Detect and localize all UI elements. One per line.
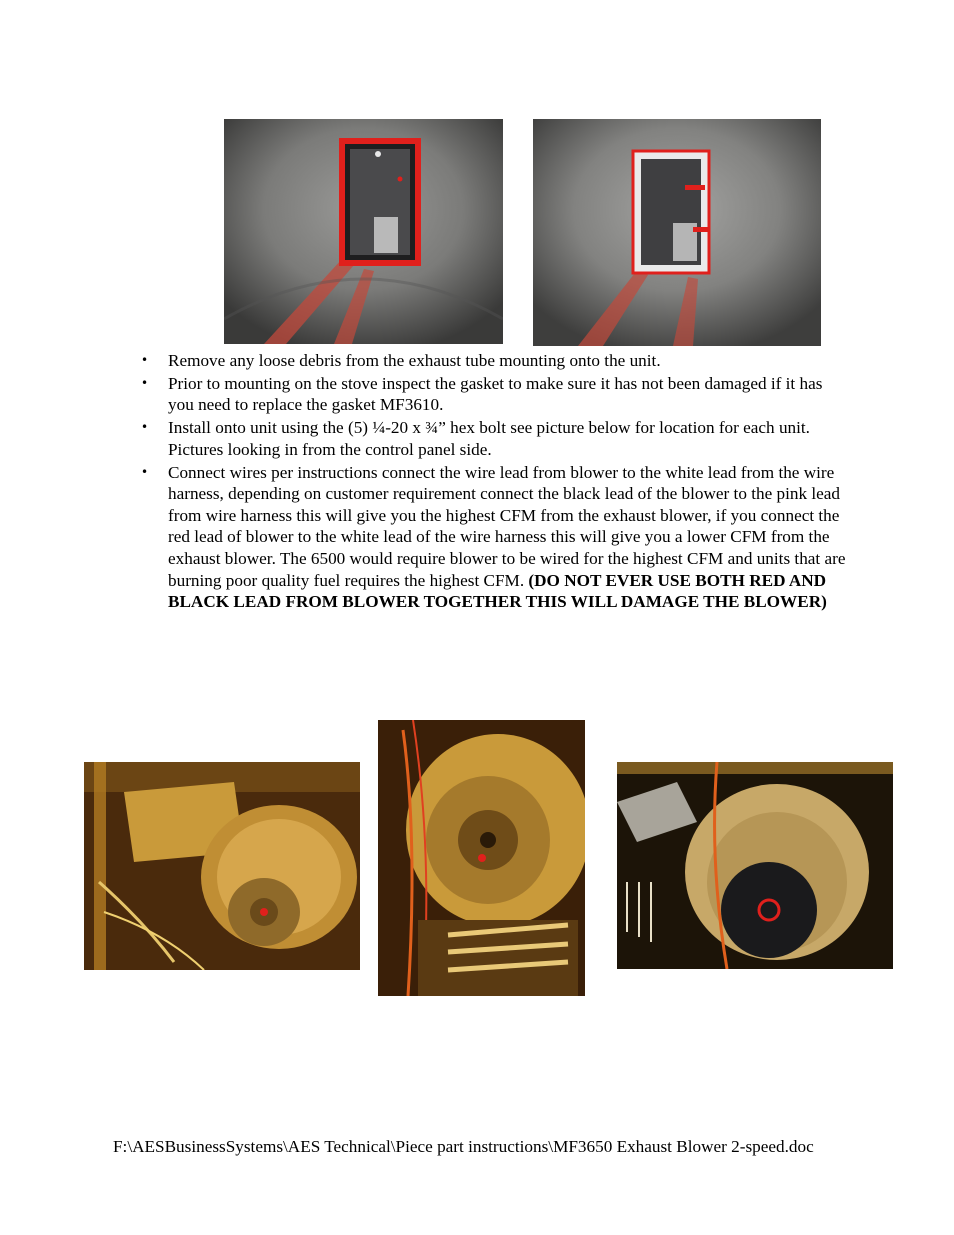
- exhaust-blower-photo-icon: [84, 762, 360, 970]
- instruction-item: [138, 417, 848, 460]
- exhaust-tube-photo-icon: [224, 119, 503, 344]
- exhaust-tube-photo-icon: [533, 119, 821, 346]
- exhaust-blower-photo-icon: [378, 720, 585, 996]
- exhaust-blower-photo-2: [378, 720, 585, 996]
- instruction-item: [138, 350, 848, 372]
- instruction-text: Remove any loose debris from the exhaust tube mounting onto the unit.: [168, 351, 661, 370]
- footer-file-path: F:\AESBusinessSystems\AES Technical\Piece part instructions\MF3650 Exhaust Blower 2-speed.doc: [113, 1137, 814, 1156]
- instruction-text: Prior to mounting on the stove inspect the gasket to make sure it has not been damaged if it has you need to replace the gasket MF3610.: [168, 373, 823, 415]
- instruction-list: [138, 350, 848, 614]
- instruction-item: [138, 373, 848, 416]
- wiring-warning: (DO NOT EVER USE BOTH RED AND BLACK LEAD FROM BLOWER TOGETHER THIS WILL DAMAGE THE BLOWER): [168, 570, 827, 612]
- exhaust-blower-photo-3: [617, 762, 893, 969]
- exhaust-tube-photo-2: [533, 119, 821, 346]
- instruction-item: [138, 462, 848, 613]
- exhaust-blower-photo-1: [84, 762, 360, 970]
- instruction-text: Connect wires per instructions connect the wire lead from blower to the white lead from the wire harness, depending on customer requirement connect the black lead of the blower to the pink lead from wire harness this will give you the highest CFM from the exhaust blower, if you connect the red lead of blower to the white lead of the wire harness this will give you a lower CFM from the exhaust blower. The 6500 would require blower to be wired for the highest CFM and units that are burning poor quality fuel requires the highest CFM.: [168, 462, 846, 590]
- instruction-text: Install onto unit using the (5) ¼-20 x ¾” hex bolt see picture below for location for each unit. Pictures looking in from the control panel side.: [168, 418, 810, 459]
- exhaust-tube-photo-1: [224, 119, 503, 344]
- exhaust-blower-photo-icon: [617, 762, 893, 969]
